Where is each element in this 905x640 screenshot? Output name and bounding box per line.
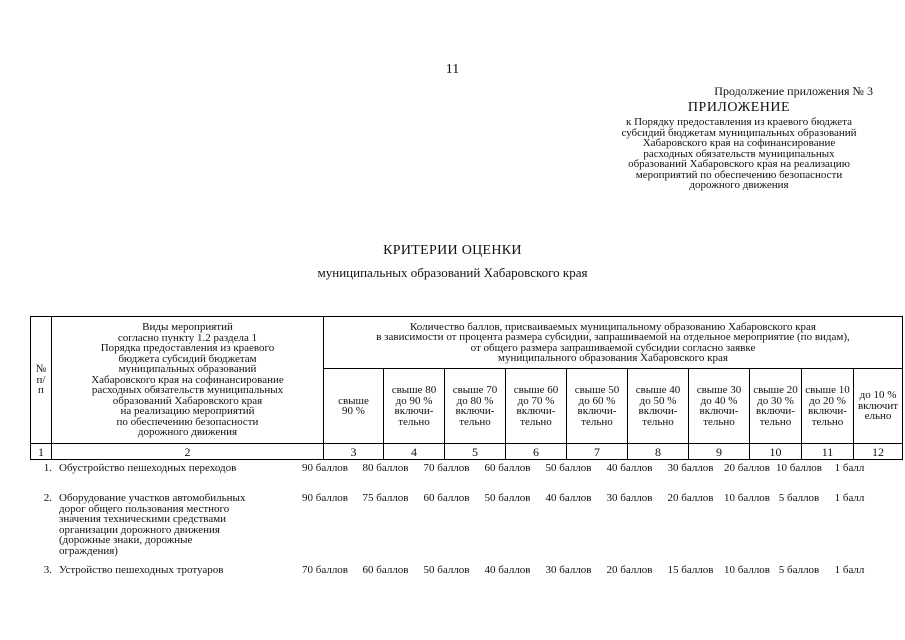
column-number: 6: [506, 444, 567, 460]
row-value: 20 баллов: [606, 564, 653, 576]
header-range-line: свыше 80: [391, 384, 437, 396]
row-value: 30 баллов: [545, 564, 592, 576]
header-range-line: до 30 %: [757, 394, 794, 407]
row-number: 1.: [43, 462, 52, 474]
header-group-line: муниципального образования Хабаровского края: [498, 352, 728, 364]
row-value: 20 баллов: [724, 462, 770, 474]
header-range-line: до 90 %: [395, 394, 433, 407]
row-number: 3.: [43, 564, 52, 576]
header-range-line: включит: [857, 399, 899, 412]
row-activity-line: дорог общего пользования местного: [59, 502, 230, 515]
criteria-subtitle: муниципальных образований Хабаровского края: [317, 265, 588, 280]
header-range-80-90: [384, 369, 445, 444]
header-range-line: свыше: [338, 394, 369, 407]
row-value: 20 баллов: [667, 492, 714, 504]
row-activity: [59, 565, 291, 576]
header-range-40-50: [628, 369, 689, 444]
header-range-line: до 50 %: [639, 394, 677, 407]
row-value: 15 баллов: [667, 564, 714, 576]
appendix-title: ПРИЛОЖЕНИЕ: [687, 100, 791, 115]
header-kind-line: образований Хабаровского края: [112, 394, 263, 407]
row-value: 10 баллов: [724, 492, 770, 504]
header-range-line: тельно: [398, 415, 430, 428]
column-number: 10: [750, 444, 802, 460]
row-value: 50 баллов: [484, 492, 531, 504]
header-kind-line: Хабаровского края на софинансирование: [91, 373, 284, 386]
header-range-line: свыше 70: [452, 384, 498, 396]
row-activity-line: Оборудование участков автомобильных: [59, 492, 246, 504]
appendix-line: Хабаровского края на софинансирование: [642, 137, 836, 149]
header-range-30-40: [689, 369, 750, 444]
row-value: 75 баллов: [362, 492, 409, 504]
header-kind-line: на реализацию мероприятий: [120, 405, 255, 418]
header-kind-line: расходных обязательств муниципальных: [91, 384, 284, 397]
column-number: 5: [445, 444, 506, 460]
header-group-line: от общего размера запрашиваемой субсидии согласно заявке: [470, 341, 756, 354]
row-value: 1 балл: [834, 462, 865, 474]
header-range-line: до 60 %: [578, 394, 616, 407]
header-range-line: включи-: [394, 405, 434, 417]
criteria-table: [30, 316, 903, 460]
row-value: 30 баллов: [606, 492, 653, 504]
row-value: 60 баллов: [484, 462, 531, 474]
header-kind-line: Виды мероприятий: [142, 321, 233, 334]
header-range-line: тельно: [703, 415, 735, 428]
column-number: 11: [802, 444, 854, 460]
appendix-line: дорожного движения: [689, 179, 789, 191]
header-points-group: [324, 317, 903, 369]
header-range-line: тельно: [520, 415, 552, 428]
header-number-line: п: [38, 384, 44, 397]
row-number: 2.: [43, 492, 52, 504]
header-range-line: до 20 %: [809, 394, 846, 407]
appendix-line: к Порядку предоставления из краевого бюджета: [625, 116, 853, 128]
header-range-line: до 70 %: [517, 394, 555, 407]
row-activity: [59, 463, 291, 474]
header-range-line: тельно: [459, 415, 491, 428]
header-range-line: включи-: [699, 405, 739, 417]
row-activity-line: Обустройство пешеходных переходов: [59, 462, 237, 474]
header-range-line: свыше 30: [696, 384, 742, 396]
row-activity-line: Устройство пешеходных тротуаров: [59, 564, 224, 576]
row-value: 30 баллов: [667, 462, 714, 474]
column-number: 9: [689, 444, 750, 460]
column-number: 12: [854, 444, 903, 460]
header-range-line: тельно: [811, 415, 844, 428]
header-kind-line: Порядка предоставления из краевого: [100, 342, 275, 355]
header-range-line: включи-: [756, 405, 795, 417]
header-kind-line: дорожного движения: [137, 426, 238, 439]
row-value: 5 баллов: [778, 492, 820, 504]
row-value: 60 баллов: [362, 564, 409, 576]
row-value: 40 баллов: [545, 492, 592, 504]
row-activity-line: ограждения): [59, 544, 118, 557]
header-range-line: тельно: [642, 415, 674, 428]
header-kind-line: по обеспечению безопасности: [116, 415, 259, 428]
row-value: 80 баллов: [362, 462, 409, 474]
appendix-line: образований Хабаровского края на реализацию: [628, 158, 850, 170]
header-range-line: до 10 %: [859, 389, 897, 402]
row-value: 1 балл: [834, 564, 865, 576]
appendix-line: расходных обязательств муниципальных: [643, 147, 835, 160]
row-value: 90 баллов: [302, 492, 348, 504]
header-kind-line: согласно пункту 1.2 раздела 1: [117, 331, 258, 344]
appendix-line: мероприятий по обеспечению безопасности: [635, 168, 843, 181]
header-group-line: Количество баллов, присваиваемых муниципальному образованию Хабаровского края: [410, 320, 816, 333]
row-value: 70 баллов: [423, 462, 470, 474]
header-range-line: включи-: [577, 405, 617, 417]
row-value: 40 баллов: [484, 564, 531, 576]
header-number-line: №: [35, 363, 47, 376]
header-kind-line: муниципальных образований: [118, 363, 257, 376]
row-value: 60 баллов: [423, 492, 470, 504]
continuation-note: Продолжение приложения № 3: [714, 84, 873, 98]
column-number: 2: [52, 444, 324, 460]
row-value: 90 баллов: [302, 462, 348, 474]
header-range-line: свыше 60: [513, 384, 559, 396]
header-range-line: включи-: [638, 405, 678, 417]
appendix-line: субсидий бюджетам муниципальных образований: [621, 126, 857, 139]
row-activity-line: организации дорожного движения: [59, 523, 220, 536]
header-activity-kind: [52, 317, 324, 444]
row-value: 10 баллов: [776, 462, 822, 474]
row-value: 40 баллов: [606, 462, 653, 474]
header-range-line: включи-: [516, 405, 556, 417]
header-kind-line: бюджета субсидий бюджетам: [118, 352, 257, 365]
row-value: 10 баллов: [724, 564, 770, 576]
row-activity-line: (дорожные знаки, дорожные: [59, 534, 193, 546]
header-range-up-to-10: [854, 369, 903, 444]
row-activity-line: значения техническими средствами: [59, 513, 227, 525]
appendix-caption: [600, 117, 878, 191]
header-range-line: тельно: [581, 415, 613, 428]
column-number: 8: [628, 444, 689, 460]
column-number: 1: [31, 444, 52, 460]
header-range-70-80: [445, 369, 506, 444]
criteria-title: КРИТЕРИИ ОЦЕНКИ: [383, 243, 522, 258]
row-value: 1 балл: [834, 492, 865, 504]
header-range-line: свыше 10: [805, 384, 850, 396]
header-group-line: в зависимости от процента размера субсидии, запрашиваемой на отдельное мероприятие (по видам),: [376, 331, 850, 343]
header-range-10-20: [802, 369, 854, 444]
column-number: 3: [324, 444, 384, 460]
header-range-line: ельно: [864, 410, 892, 423]
header-number: [31, 317, 52, 444]
row-value: 50 баллов: [423, 564, 470, 576]
header-range-50-60: [567, 369, 628, 444]
row-value: 70 баллов: [302, 564, 348, 576]
header-range-line: свыше 40: [635, 384, 681, 396]
header-range-line: тельно: [759, 415, 792, 428]
page-number: 11: [445, 62, 460, 77]
header-range-line: до 80 %: [456, 394, 494, 407]
header-range-line: включи-: [808, 405, 847, 417]
header-range-20-30: [750, 369, 802, 444]
header-range-line: свыше 50: [574, 384, 620, 396]
header-number-line: п/: [36, 373, 46, 386]
header-range-line: включи-: [455, 405, 495, 417]
header-range-line: свыше 20: [753, 384, 798, 396]
column-number: 4: [384, 444, 445, 460]
header-range-line: до 40 %: [700, 394, 738, 407]
row-activity: [59, 493, 291, 556]
row-value: 5 баллов: [778, 564, 820, 576]
column-number: 7: [567, 444, 628, 460]
header-range-over-90: [324, 369, 384, 444]
header-range-line: 90 %: [342, 405, 365, 417]
column-number-row: [31, 444, 903, 460]
header-range-60-70: [506, 369, 567, 444]
row-value: 50 баллов: [545, 462, 592, 474]
